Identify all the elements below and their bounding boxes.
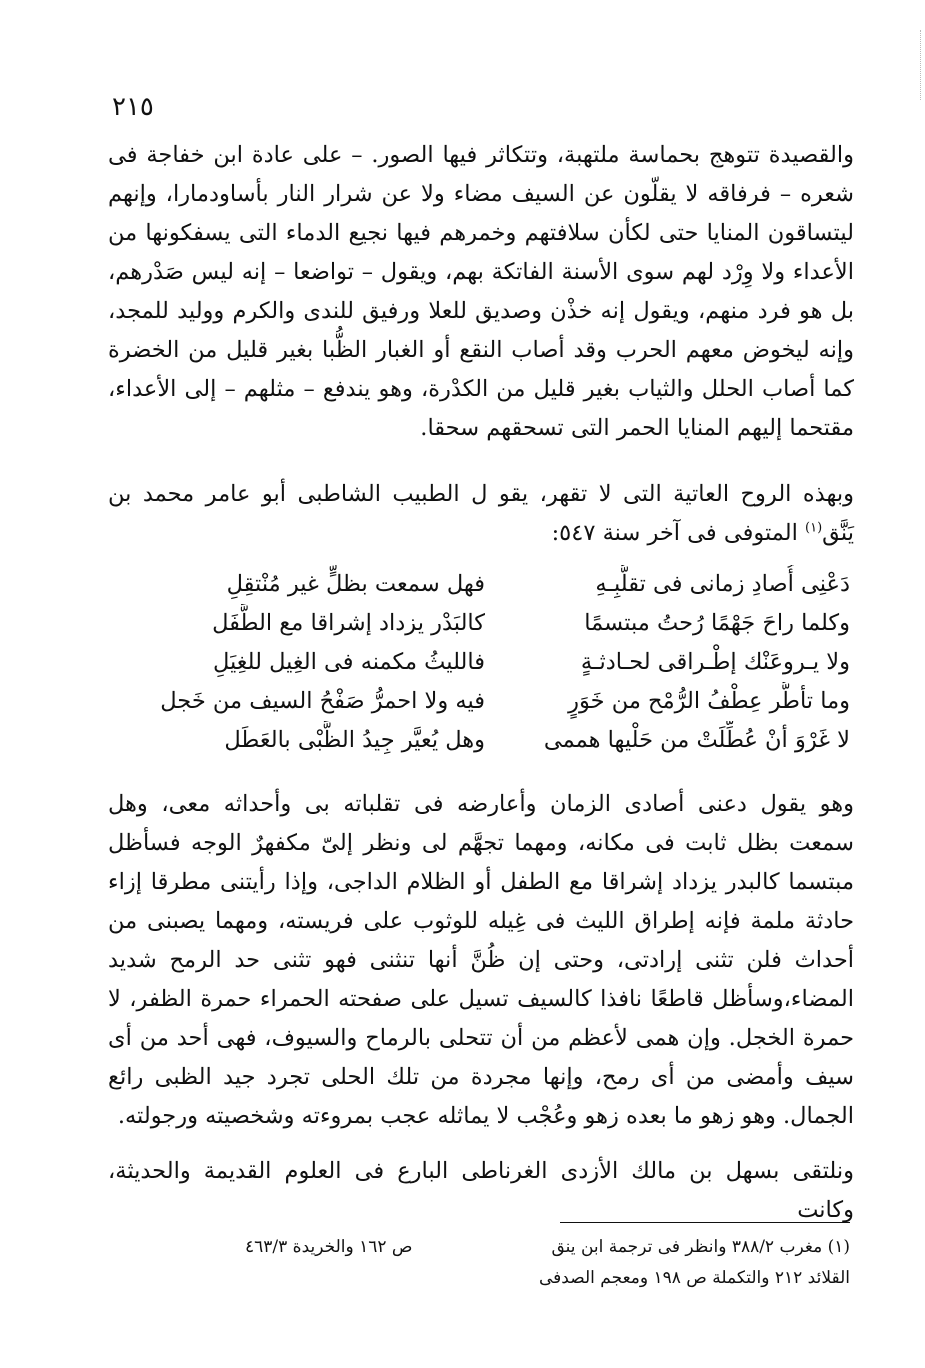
verse-second-hemistich: فالليثُ مكمنه فى الغِيل للغِيَلِ — [212, 649, 485, 675]
poem-verse — [140, 643, 850, 682]
page-number: ٢١٥ — [112, 92, 154, 122]
paragraph-2-text: وبهذه الروح العاتية التى لا تقهر، يقو ل الطبيب الشاطبى أبو عامر محمد بن يَنَّق — [108, 481, 854, 546]
verse-first-hemistich: ولا يـروعَنْك إطْـراقى لحـادثـةٍ — [580, 649, 850, 675]
footnote-line — [245, 1263, 850, 1294]
paragraph-2-continuation: المتوفى فى آخر سنة ٥٤٧: — [551, 520, 798, 546]
verse-second-hemistich: وهل يُعيَّر جِيدُ الظَّبْى بالعَطَل — [224, 727, 485, 753]
verse-first-hemistich: وكلما راحَ جَهْمًا رُحتُ مبتسمًا — [584, 610, 850, 636]
poem-verse — [140, 721, 850, 760]
footnotes — [245, 1232, 850, 1294]
poem-verse — [140, 682, 850, 721]
margin-dots — [917, 30, 921, 100]
paragraph-4: ونلتقى بسهل بن مالك الأزدى الغرناطى البارع فى العلوم القديمة والحديثة، وكانت — [108, 1158, 854, 1223]
verse-second-hemistich: فهل سمعت بظلٍّ غير مُنْتقِلِ — [226, 571, 485, 597]
footnote-marker: (١) — [805, 520, 823, 536]
paragraph-3: وهو يقول دعنى أصادى الزمان وأعارضه فى تقلباته بى وأحداثه معى، وهل سمعت بظل ثابت فى مكانه، ومهما تجهَّم لى ونظر إلىّ مكفهرٌ الوجه فسأظل مبتسما كالبدر يزداد إشراقا مع الطفل أو الظلام الداجى، وإذا رأيتنى مطرقا إزاء حادثة ملمة فإنه إطراق الليث فى غِيله للوثوب على فريسته، ومهما يصبنى من أحداث فلن تثنى إرادتى، وحتى إن ظُنَّ أنها تنثنى فهو تثنى حد الرمح شديد المضاء،وسأظل قاطعًا نافذا كالسيف تسيل على صفحته الحمراء حمرة الظفر، لا حمرة الخجل. وإن همى لأعظم من أن تتحلى بالرماح والسيوف، فهى أحد من أى سيف وأمضى من أى رمح، وإنها مجردة من تلك الحلى تجرد جيد الظبى رائع الجمال. وهو زهو ما بعده زهو وعُجْب لا يماثله عجب بمروءته وشخصيته ورجولته. — [108, 791, 854, 1129]
poem — [140, 565, 850, 760]
paragraph-1: والقصيدة تتوهج بحماسة ملتهبة، وتتكاثر فيها الصور. – على عادة ابن خفاجة فى شعره – فرفاقه لا يقلّون عن السيف مضاء ولا عن شرار النار بأساودمارا، وإنهم ليتساقون المنايا حتى لكأن سلافتهم وخمرهم فيها نجيع الدماء التى يسفكونها من الأعداء ولا وِرْد لهم سوى الأسنة الفاتكة بهم، ويقول – تواضعا – إنه ليس صَدْرهم، بل هو فرد منهم، ويقول إنه خذْن وصديق للعلا ورفيق للندى والكرم ووليد للمجد، وإنه ليخوض معهم الحرب وقد أصاب النقع أو الغبار الظُّبا بغير قليل من الخضرة كما أصاب الحلل والثياب بغير قليل من الكدْرة، وهو يندفع – مثلهم – إلى الأعداء، مقتحما إليهم المنايا الحمر التى تسحقهم سحقا. — [108, 142, 854, 441]
poem-verse — [140, 565, 850, 604]
verse-second-hemistich: كالبَدْر يزداد إشراقا مع الطَّفَل — [212, 610, 485, 636]
verse-second-hemistich: فيه ولا احمرُّ صَفْحُ السيف من خَجل — [160, 688, 485, 714]
verse-first-hemistich: دَعْنِى أُصادِ زمانى فى تقلُّبِـهِ — [595, 571, 850, 597]
footnote-divider — [560, 1222, 850, 1223]
footnote-text: ص ١٦٢ والخريدة ٤٦٣/٣ — [245, 1237, 413, 1257]
paragraph-2 — [108, 475, 854, 553]
verse-first-hemistich: لا غَرْوَ أنْ عُطِّلَتْ من حَلْيها هممى — [543, 727, 850, 753]
footnote-line — [245, 1232, 850, 1263]
footnote-text: (١) مغرب ٣٨٨/٢ وانظر فى ترجمة ابن ينق — [551, 1237, 850, 1257]
footnote-text: القلائد ٢١٢ والتكملة ص ١٩٨ ومعجم الصدفى — [539, 1268, 850, 1288]
verse-first-hemistich: وما تأطُّر عِطْفُ الرُّمْح من خَوَرٍ — [568, 688, 850, 714]
poem-verse — [140, 604, 850, 643]
